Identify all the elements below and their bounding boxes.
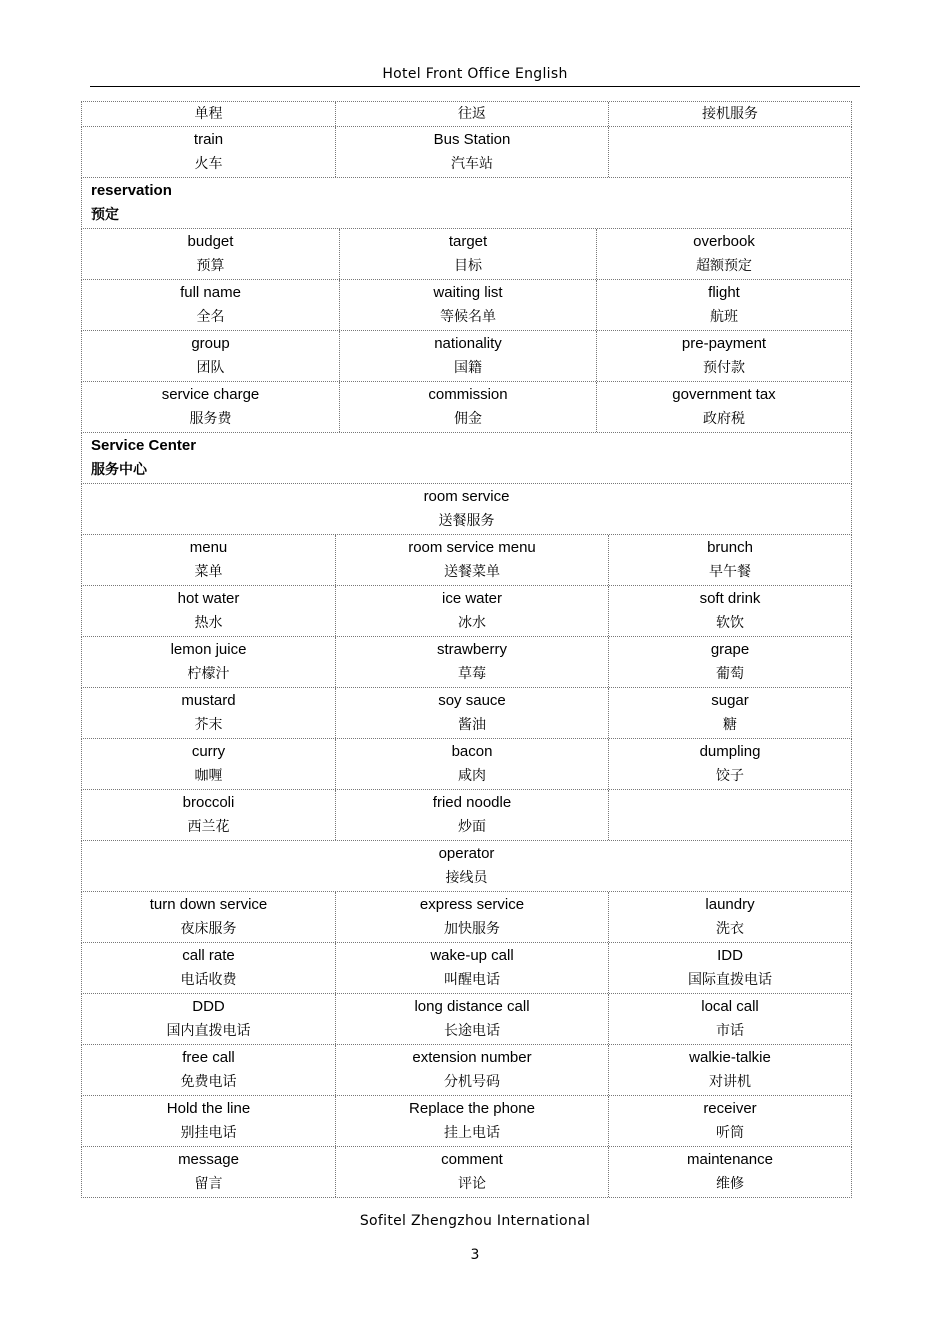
- table-cell: [335, 892, 608, 942]
- table-cell: [596, 331, 851, 381]
- term-zh: 菜单: [194, 564, 223, 580]
- term-zh: 目标: [454, 258, 482, 274]
- term-zh: 佣金: [454, 411, 482, 427]
- term-zh: 咸肉: [458, 768, 486, 784]
- term-en: commission: [428, 386, 508, 403]
- term-zh: 预算: [196, 258, 225, 274]
- table-row: [81, 943, 852, 994]
- table-cell: [82, 994, 335, 1044]
- term-en: grape: [710, 641, 750, 658]
- term-zh: 等候名单: [440, 309, 496, 325]
- term-zh: 评论: [458, 1176, 486, 1192]
- term-zh: 往返: [458, 105, 486, 122]
- term-zh: 热水: [194, 615, 223, 631]
- table-cell: [339, 280, 596, 330]
- term-en: broccoli: [182, 794, 235, 811]
- subsection-row-operator: [81, 841, 852, 892]
- table-cell: [335, 1096, 608, 1146]
- term-zh: 国内直拨电话: [166, 1023, 251, 1039]
- term-en: lemon juice: [170, 641, 247, 658]
- term-zh: 免费电话: [180, 1074, 237, 1090]
- table-cell: [608, 637, 851, 687]
- term-zh: 炒面: [458, 819, 486, 835]
- table-row: [81, 688, 852, 739]
- table-cell: [335, 739, 608, 789]
- term-en: curry: [191, 743, 226, 760]
- term-zh: 分机号码: [444, 1074, 500, 1090]
- term-zh: 西兰花: [187, 819, 230, 835]
- table-row: [81, 535, 852, 586]
- term-zh: 软饮: [716, 615, 744, 631]
- term-en: local call: [701, 998, 759, 1015]
- term-zh: 饺子: [716, 768, 744, 784]
- section-heading-service-center: [81, 433, 852, 484]
- table-cell: [608, 739, 851, 789]
- table-cell: [82, 229, 339, 279]
- subsection-row-room-service: [81, 484, 852, 535]
- table-cell: [82, 688, 335, 738]
- table-cell: [82, 739, 335, 789]
- term-en: room service: [423, 488, 510, 505]
- term-en: Hold the line: [166, 1100, 251, 1117]
- table-row: [81, 739, 852, 790]
- table-cell: [82, 331, 339, 381]
- term-zh: 预付款: [703, 360, 745, 376]
- table-cell: [608, 127, 851, 177]
- table-cell: [82, 586, 335, 636]
- term-en: call rate: [182, 947, 235, 964]
- term-en: comment: [441, 1151, 503, 1168]
- term-zh: 洗衣: [716, 921, 744, 937]
- table-row: [81, 994, 852, 1045]
- term-en: Bus Station: [433, 131, 511, 148]
- table-cell: [82, 127, 335, 177]
- term-en: message: [178, 1151, 239, 1168]
- table-cell: [335, 127, 608, 177]
- table-cell: [82, 280, 339, 330]
- term-en: operator: [438, 845, 495, 862]
- term-en: receiver: [703, 1100, 757, 1117]
- table-row: [81, 586, 852, 637]
- term-en: walkie-talkie: [689, 1049, 771, 1066]
- term-zh: 送餐服务: [438, 513, 495, 529]
- table-cell: [596, 382, 851, 432]
- table-cell: [608, 535, 851, 585]
- term-en: overbook: [693, 233, 755, 250]
- term-zh: 全名: [196, 309, 225, 325]
- table-row: [81, 101, 852, 127]
- table-row: [81, 1147, 852, 1198]
- term-zh: 政府税: [703, 411, 745, 427]
- table-row: [81, 229, 852, 280]
- table-cell: [335, 790, 608, 840]
- subsection-title: [82, 484, 851, 534]
- table-row: [81, 331, 852, 382]
- section-title-zh: 服务中心: [91, 462, 147, 478]
- term-zh: 留言: [194, 1176, 223, 1192]
- table-cell: [82, 1147, 335, 1197]
- table-cell: [339, 229, 596, 279]
- table-cell: [608, 102, 851, 126]
- term-zh: 超额预定: [696, 258, 752, 274]
- term-en: wake-up call: [430, 947, 514, 964]
- term-zh: 咖喱: [194, 768, 223, 784]
- table-row: [81, 1045, 852, 1096]
- term-en: government tax: [672, 386, 776, 403]
- term-zh: 服务费: [189, 411, 232, 427]
- table-row: [81, 892, 852, 943]
- term-zh: 酱油: [458, 717, 486, 733]
- term-en: nationality: [434, 335, 502, 352]
- section-heading-reservation: [81, 178, 852, 229]
- table-cell: [608, 790, 851, 840]
- term-zh: 听筒: [716, 1125, 744, 1141]
- table-cell: [335, 586, 608, 636]
- table-cell: [82, 535, 335, 585]
- term-zh: 长途电话: [444, 1023, 500, 1039]
- term-en: maintenance: [687, 1151, 773, 1168]
- table-row: [81, 1096, 852, 1147]
- term-zh: 柠檬汁: [187, 666, 230, 682]
- table-row: [81, 280, 852, 331]
- term-en: IDD: [717, 947, 743, 964]
- section-title-zh: 预定: [91, 207, 119, 223]
- term-en: soy sauce: [438, 692, 506, 709]
- term-en: extension number: [412, 1049, 532, 1066]
- table-row: [81, 637, 852, 688]
- table-cell: [608, 688, 851, 738]
- table-cell: [82, 790, 335, 840]
- term-en: soft drink: [699, 590, 761, 607]
- term-en: express service: [419, 896, 525, 913]
- term-zh: 接机服务: [702, 105, 758, 122]
- term-en: waiting list: [433, 284, 503, 301]
- term-zh: 市话: [716, 1023, 744, 1039]
- term-zh: 挂上电话: [444, 1125, 500, 1141]
- table-cell: [82, 102, 335, 126]
- term-zh: 对讲机: [709, 1074, 751, 1090]
- table-cell: [335, 943, 608, 993]
- table-cell: [339, 382, 596, 432]
- term-zh: 夜床服务: [180, 921, 237, 937]
- page-number: 3: [470, 1247, 480, 1263]
- term-en: bacon: [451, 743, 493, 760]
- term-zh: 火车: [194, 156, 223, 172]
- term-zh: 芥末: [194, 717, 223, 733]
- table-row: [81, 127, 852, 178]
- term-zh: 接线员: [445, 870, 488, 886]
- term-en: budget: [187, 233, 234, 250]
- table-cell: [335, 637, 608, 687]
- section-title-en: reservation: [91, 182, 172, 199]
- term-zh: 团队: [196, 360, 225, 376]
- term-zh: 冰水: [458, 615, 486, 631]
- term-en: DDD: [192, 998, 225, 1015]
- table-cell: [596, 229, 851, 279]
- table-row: [81, 382, 852, 433]
- term-en: menu: [189, 539, 228, 556]
- term-en: free call: [182, 1049, 235, 1066]
- term-zh: 叫醒电话: [444, 972, 500, 988]
- table-row: [81, 790, 852, 841]
- table-cell: [82, 1096, 335, 1146]
- table-cell: [608, 943, 851, 993]
- term-en: service charge: [161, 386, 260, 403]
- term-en: dumpling: [699, 743, 761, 760]
- term-zh: 汽车站: [451, 156, 493, 172]
- term-zh: 电话收费: [180, 972, 237, 988]
- term-en: turn down service: [149, 896, 268, 913]
- table-cell: [335, 688, 608, 738]
- term-zh: 航班: [710, 309, 738, 325]
- vocabulary-table: [81, 101, 852, 1198]
- table-cell: [335, 1045, 608, 1095]
- term-en: group: [191, 335, 230, 352]
- table-cell: [608, 1096, 851, 1146]
- page-footer: Sofitel Zhengzhou International: [359, 1213, 591, 1229]
- term-en: hot water: [177, 590, 240, 607]
- term-zh: 糖: [723, 717, 737, 733]
- term-zh: 国籍: [454, 360, 482, 376]
- table-cell: [608, 1147, 851, 1197]
- term-en: full name: [180, 284, 241, 301]
- table-cell: [339, 331, 596, 381]
- term-zh: 国际直拨电话: [688, 972, 772, 988]
- table-cell: [596, 280, 851, 330]
- term-zh: 早午餐: [709, 564, 751, 580]
- term-zh: 加快服务: [444, 921, 500, 937]
- table-cell: [335, 102, 608, 126]
- term-en: strawberry: [436, 641, 507, 658]
- term-en: room service menu: [408, 539, 536, 556]
- term-en: laundry: [705, 896, 755, 913]
- term-zh: 维修: [716, 1176, 744, 1192]
- table-cell: [335, 994, 608, 1044]
- term-en: mustard: [181, 692, 236, 709]
- page-header: Hotel Front Office English: [90, 66, 860, 87]
- table-cell: [608, 1045, 851, 1095]
- term-en: long distance call: [414, 998, 530, 1015]
- table-cell: [608, 586, 851, 636]
- term-zh: 送餐菜单: [444, 564, 500, 580]
- term-en: sugar: [711, 692, 749, 709]
- table-cell: [82, 637, 335, 687]
- term-en: pre-payment: [681, 335, 767, 352]
- term-en: fried noodle: [432, 794, 512, 811]
- subsection-title: [82, 841, 851, 891]
- term-zh: 草莓: [458, 666, 486, 682]
- term-en: Replace the phone: [409, 1100, 535, 1117]
- table-cell: [335, 1147, 608, 1197]
- term-en: brunch: [707, 539, 753, 556]
- table-cell: [82, 382, 339, 432]
- term-zh: 单程: [194, 105, 223, 122]
- term-en: flight: [708, 284, 740, 301]
- term-en: ice water: [441, 590, 503, 607]
- table-cell: [608, 892, 851, 942]
- table-cell: [608, 994, 851, 1044]
- term-en: train: [193, 131, 224, 148]
- term-zh: 别挂电话: [180, 1125, 237, 1141]
- table-cell: [82, 943, 335, 993]
- table-cell: [335, 535, 608, 585]
- table-cell: [82, 1045, 335, 1095]
- term-zh: 葡萄: [716, 666, 744, 682]
- table-cell: [82, 892, 335, 942]
- term-en: target: [448, 233, 488, 250]
- section-title-en: Service Center: [91, 437, 197, 454]
